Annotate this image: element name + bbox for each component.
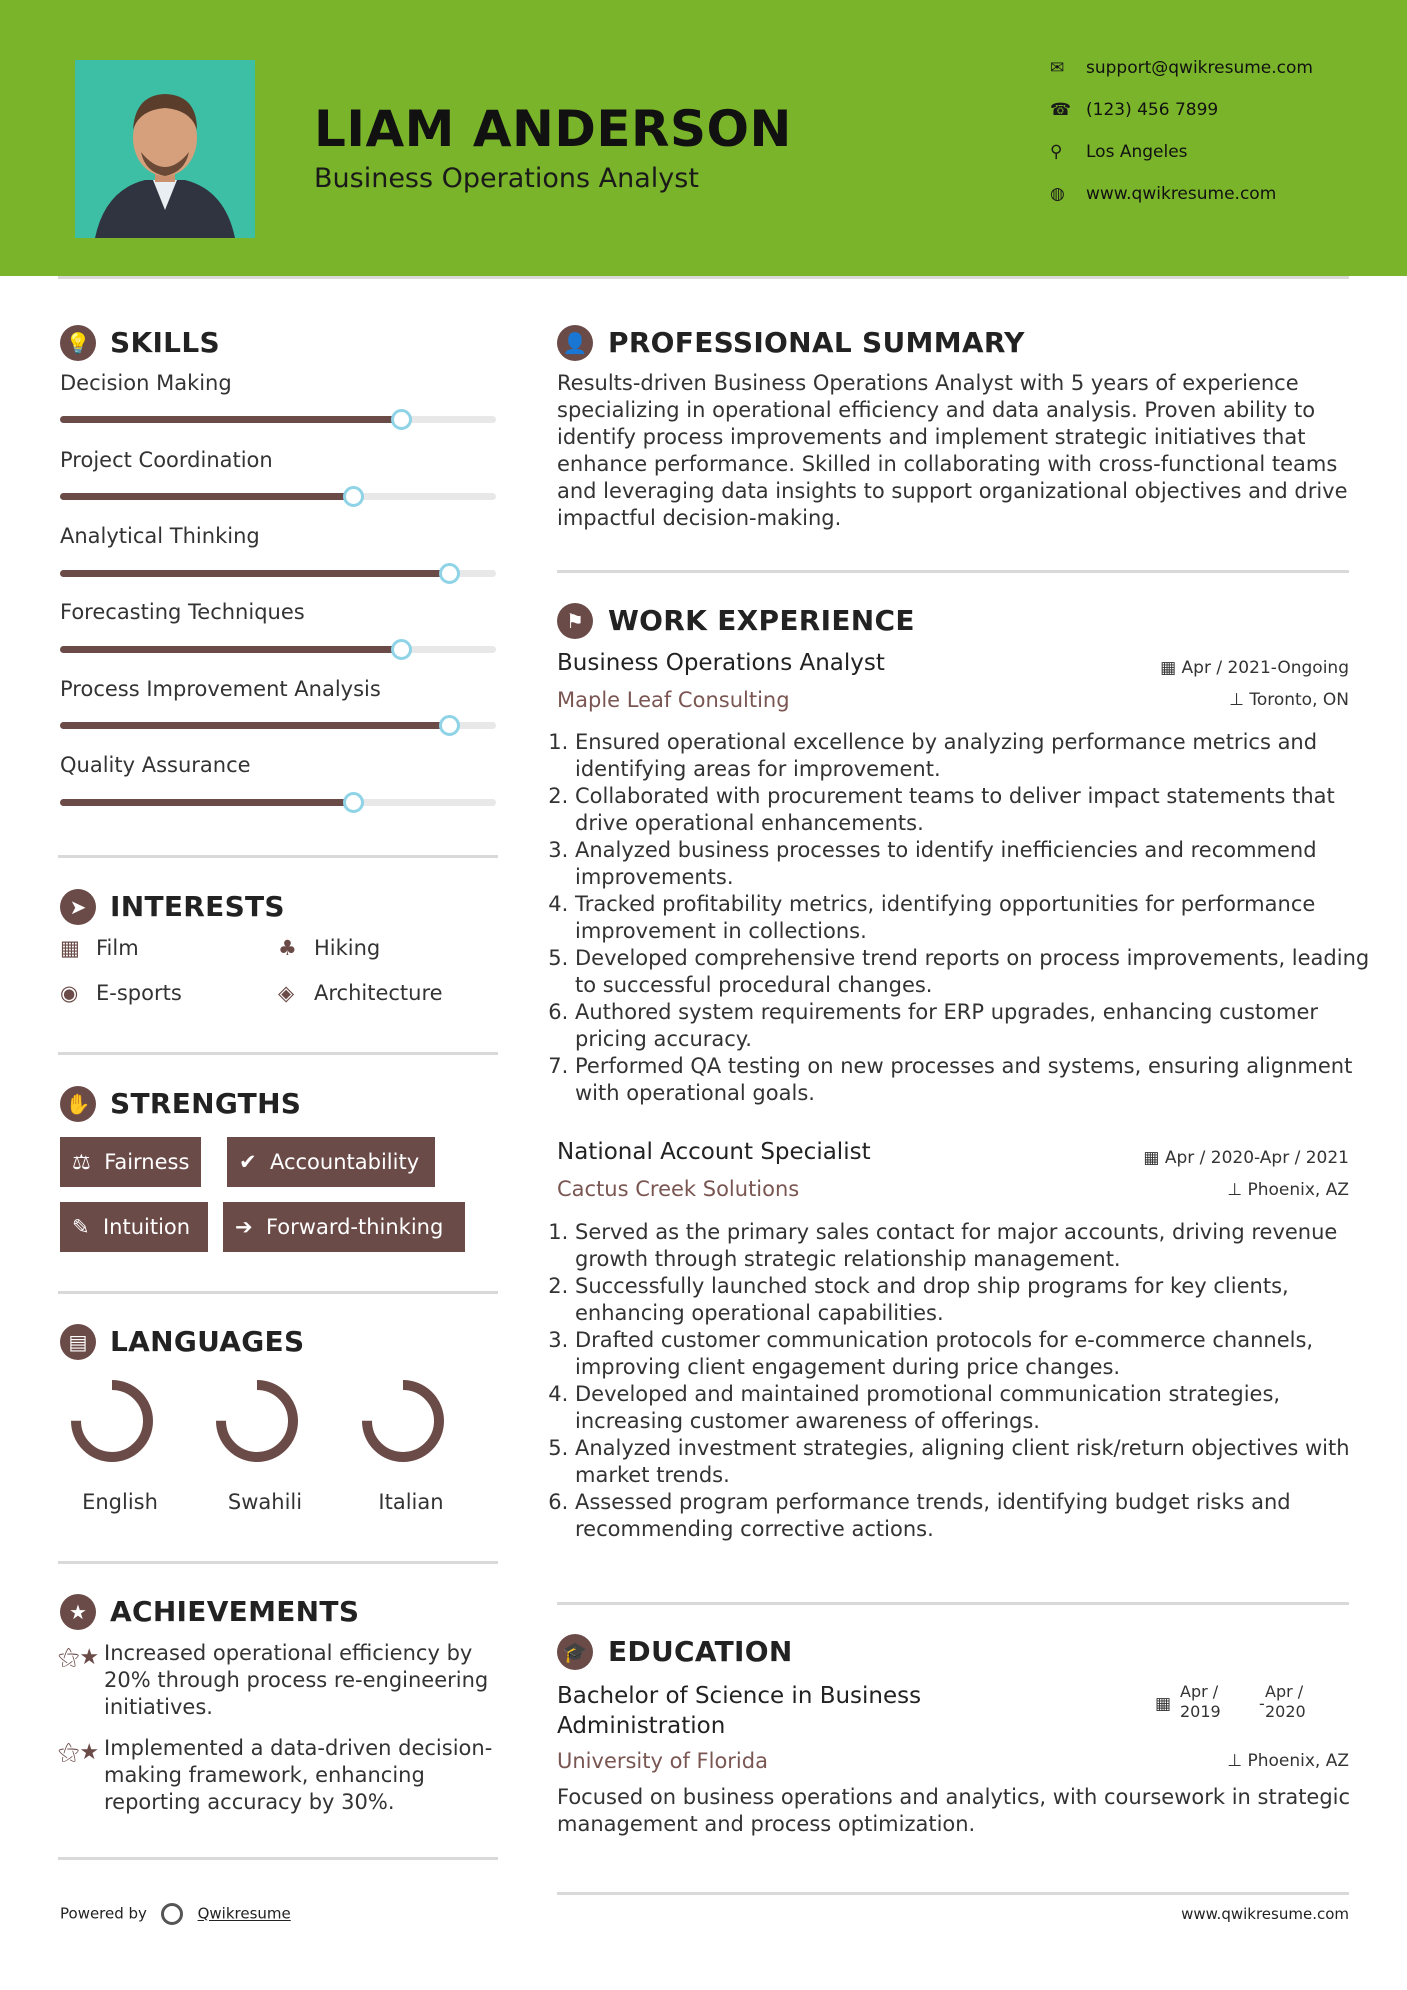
language-icon: ▤ (60, 1324, 96, 1360)
language-label: Swahili (227, 1490, 303, 1514)
list-item: 1. Served as the primary sales contact for major accounts, driving revenue growth through strategic relationship management. (575, 1219, 1375, 1273)
edu-start-line: Apr / (1180, 1682, 1219, 1701)
arrow-right-icon: ➔ (235, 1215, 253, 1239)
edu-start-date (1180, 1682, 1221, 1722)
job-dates-text: Apr / 2020-Apr / 2021 (1164, 1148, 1349, 1168)
graduation-icon: 🎓 (557, 1634, 593, 1670)
brand-link[interactable]: Qwikresume (197, 1904, 291, 1923)
skill-bar-fill (60, 799, 352, 806)
skill-bar (60, 799, 496, 806)
section-divider (58, 1561, 498, 1564)
pin-icon: ⊥ (1227, 1751, 1243, 1771)
job-location-text: Phoenix, AZ (1247, 1180, 1349, 1200)
skill-label: Process Improvement Analysis (60, 677, 381, 701)
contact-location (1050, 142, 1188, 162)
job-title: National Account Specialist (557, 1139, 871, 1165)
job-bullets (552, 1219, 1375, 1543)
achievement-item: Implemented a data-driven decision-making framework, enhancing reporting accuracy by 30%. (104, 1736, 493, 1814)
list-item: 5. Developed comprehensive trend reports on process improvements, leading to successful procedural changes. (575, 945, 1375, 999)
skill-label: Project Coordination (60, 448, 273, 472)
strength-label: Intuition (102, 1215, 191, 1239)
check-circle-icon: ✔ (239, 1150, 257, 1174)
edu-location (1227, 1751, 1349, 1771)
star-badge-icon: ★ (60, 1594, 96, 1630)
contact-website[interactable] (1050, 184, 1276, 204)
pin-icon: ⊥ (1229, 690, 1244, 710)
skill-bar (60, 493, 496, 500)
paper-plane-icon: ➤ (60, 889, 96, 925)
language-ring (360, 1378, 446, 1464)
list-item: 1. Ensured operational excellence by analyzing performance metrics and identifying areas for improvement. (575, 729, 1375, 783)
envelope-icon: ✉ (1050, 58, 1065, 78)
skill-bar (60, 570, 496, 577)
skill-bar (60, 416, 496, 423)
skill-bar-fill (60, 570, 448, 577)
skill-label: Quality Assurance (60, 753, 251, 777)
interests-heading: INTERESTS (110, 890, 285, 923)
film-icon: ▦ (60, 936, 80, 960)
list-item: 6. Authored system requirements for ERP upgrades, enhancing customer pricing accuracy. (575, 999, 1375, 1053)
star-icon: ⚝★ (58, 1740, 100, 1765)
skill-bar-knob (439, 715, 460, 736)
achievement-item: Increased operational efficiency by 20% through process re-engineering initiatives. (104, 1641, 489, 1719)
balance-scale-icon: ⚖ (72, 1150, 91, 1174)
footer-url[interactable]: www.qwikresume.com (1181, 1905, 1349, 1923)
edu-end-line: 2020 (1265, 1702, 1306, 1721)
company-name: Cactus Creek Solutions (557, 1177, 800, 1201)
degree-line: Bachelor of Science in Business (557, 1683, 922, 1709)
language-ring (69, 1378, 155, 1464)
contact-email-text: support@qwikresume.com (1086, 58, 1313, 78)
skill-label: Decision Making (60, 371, 232, 395)
interest-item (278, 936, 380, 960)
section-divider (557, 1602, 1349, 1605)
edu-end-line: Apr / (1265, 1682, 1304, 1701)
skill-label: Analytical Thinking (60, 524, 260, 548)
school-name: University of Florida (557, 1749, 768, 1773)
star-icon: ⚝★ (58, 1645, 100, 1670)
header-divider (58, 276, 1349, 279)
job-bullets (552, 729, 1375, 1107)
contact-phone[interactable] (1050, 100, 1218, 120)
hand-icon: ✋ (60, 1086, 96, 1122)
list-item: 4. Tracked profitability metrics, identifying opportunities for performance improvement in collections. (575, 891, 1375, 945)
qwikresume-logo-icon (161, 1903, 183, 1925)
list-item: 3. Analyzed business processes to identify inefficiencies and recommend improvements. (575, 837, 1375, 891)
list-item: 7. Performed QA testing on new processes and systems, ensuring alignment with operational goals. (575, 1053, 1375, 1107)
experience-heading: WORK EXPERIENCE (608, 604, 915, 637)
contact-website-text: www.qwikresume.com (1086, 184, 1277, 204)
powered-by-text: Powered by (60, 1904, 147, 1923)
list-item: 5. Analyzed investment strategies, aligning client risk/return objectives with market trends. (575, 1435, 1375, 1489)
tree-icon: ♣ (278, 936, 297, 960)
job-dates (1143, 1148, 1349, 1168)
user-icon: 👤 (557, 325, 593, 361)
section-divider (557, 1892, 1349, 1895)
profile-photo (75, 60, 255, 238)
summary-text: Results-driven Business Operations Analyst with 5 years of experience specializing in operational efficiency and data analysis. Proven ability to identify process improvements and implement strategic initiatives that enhance performance. Skilled in collaborating with cross-functional teams and leveraging data insights to support organizational objectives and drive impactful decision-making. (557, 371, 1348, 530)
skill-bar (60, 646, 496, 653)
language-ring (214, 1378, 300, 1464)
job-dates-text: Apr / 2021-Ongoing (1181, 658, 1349, 678)
gamepad-icon: ◉ (60, 981, 79, 1005)
strength-label: Fairness (104, 1150, 190, 1174)
chair-icon: ⚑ (557, 603, 593, 639)
interest-item (60, 981, 182, 1005)
education-description: Focused on business operations and analytics, with coursework in strategic management and process optimization. (557, 1785, 1351, 1836)
contact-location-text: Los Angeles (1086, 142, 1188, 162)
interest-label: Architecture (314, 981, 443, 1005)
language-label: Italian (378, 1490, 444, 1514)
strength-tag (60, 1137, 201, 1187)
summary-heading: PROFESSIONAL SUMMARY (608, 326, 1025, 359)
strength-label: Forward-thinking (265, 1215, 444, 1239)
skill-bar-knob (343, 792, 364, 813)
map-pin-icon: ⚲ (1050, 142, 1063, 162)
powered-by (60, 1903, 291, 1925)
section-divider (58, 855, 498, 858)
section-divider (58, 1857, 498, 1860)
pin-icon: ⊥ (1227, 1180, 1243, 1200)
phone-icon: ☎ (1050, 100, 1072, 120)
company-name: Maple Leaf Consulting (557, 688, 790, 712)
date-separator: - (1259, 1694, 1265, 1713)
calendar-icon: ▦ (1160, 658, 1177, 678)
edu-location-text: Phoenix, AZ (1247, 1751, 1349, 1771)
job-title: Business Operations Analyst (557, 650, 885, 676)
strength-tag (227, 1137, 435, 1187)
skill-bar-knob (391, 409, 412, 430)
magic-wand-icon: ✎ (72, 1215, 90, 1239)
list-item: 3. Drafted customer communication protocols for e-commerce channels, improving client engagement during price changes. (575, 1327, 1375, 1381)
list-item: 6. Assessed program performance trends, identifying budget risks and recommending corrective actions. (575, 1489, 1375, 1543)
language-label: English (82, 1490, 158, 1514)
edu-start-line: 2019 (1180, 1702, 1221, 1721)
languages-heading: LANGUAGES (110, 1325, 305, 1358)
interest-label: Film (96, 936, 139, 960)
section-divider (557, 570, 1349, 573)
strength-tag (223, 1202, 465, 1252)
job-location-text: Toronto, ON (1249, 690, 1349, 710)
strength-label: Accountability (269, 1150, 420, 1174)
skill-bar (60, 722, 496, 729)
skill-label: Forecasting Techniques (60, 600, 305, 624)
skill-bar-knob (343, 486, 364, 507)
skills-heading: SKILLS (110, 326, 220, 359)
drafting-icon: ◈ (278, 981, 295, 1005)
section-divider (58, 1052, 498, 1055)
interest-label: E-sports (96, 981, 182, 1005)
skill-bar-fill (60, 493, 352, 500)
interest-label: Hiking (314, 936, 381, 960)
skill-bar-fill (60, 722, 448, 729)
interest-item (60, 936, 139, 960)
strengths-heading: STRENGTHS (110, 1087, 302, 1120)
achievements-heading: ACHIEVEMENTS (110, 1595, 360, 1628)
calendar-icon: ▦ (1155, 1694, 1172, 1714)
candidate-title: Business Operations Analyst (314, 163, 699, 194)
job-location (1229, 690, 1349, 710)
lightbulb-icon: 💡 (60, 325, 96, 361)
job-location (1227, 1180, 1349, 1200)
list-item: 2. Collaborated with procurement teams to deliver impact statements that drive operational enhancements. (575, 783, 1375, 837)
contact-email[interactable] (1050, 58, 1313, 78)
skill-bar-fill (60, 646, 400, 653)
globe-icon: ◍ (1050, 184, 1065, 204)
strength-tag (60, 1202, 208, 1252)
candidate-name: LIAM ANDERSON (314, 100, 792, 158)
edu-end-date (1265, 1682, 1306, 1722)
list-item: 2. Successfully launched stock and drop ship programs for key clients, enhancing operational capabilities. (575, 1273, 1375, 1327)
skill-bar-knob (391, 639, 412, 660)
calendar-icon: ▦ (1143, 1148, 1160, 1168)
job-dates (1160, 658, 1349, 678)
list-item: 4. Developed and maintained promotional communication strategies, increasing customer awareness of offerings. (575, 1381, 1375, 1435)
degree-line: Administration (557, 1713, 726, 1739)
interest-item (278, 981, 443, 1005)
contact-phone-text: (123) 456 7899 (1086, 100, 1219, 120)
section-divider (58, 1291, 498, 1294)
skill-bar-knob (439, 563, 460, 584)
skill-bar-fill (60, 416, 400, 423)
education-heading: EDUCATION (608, 1635, 793, 1668)
